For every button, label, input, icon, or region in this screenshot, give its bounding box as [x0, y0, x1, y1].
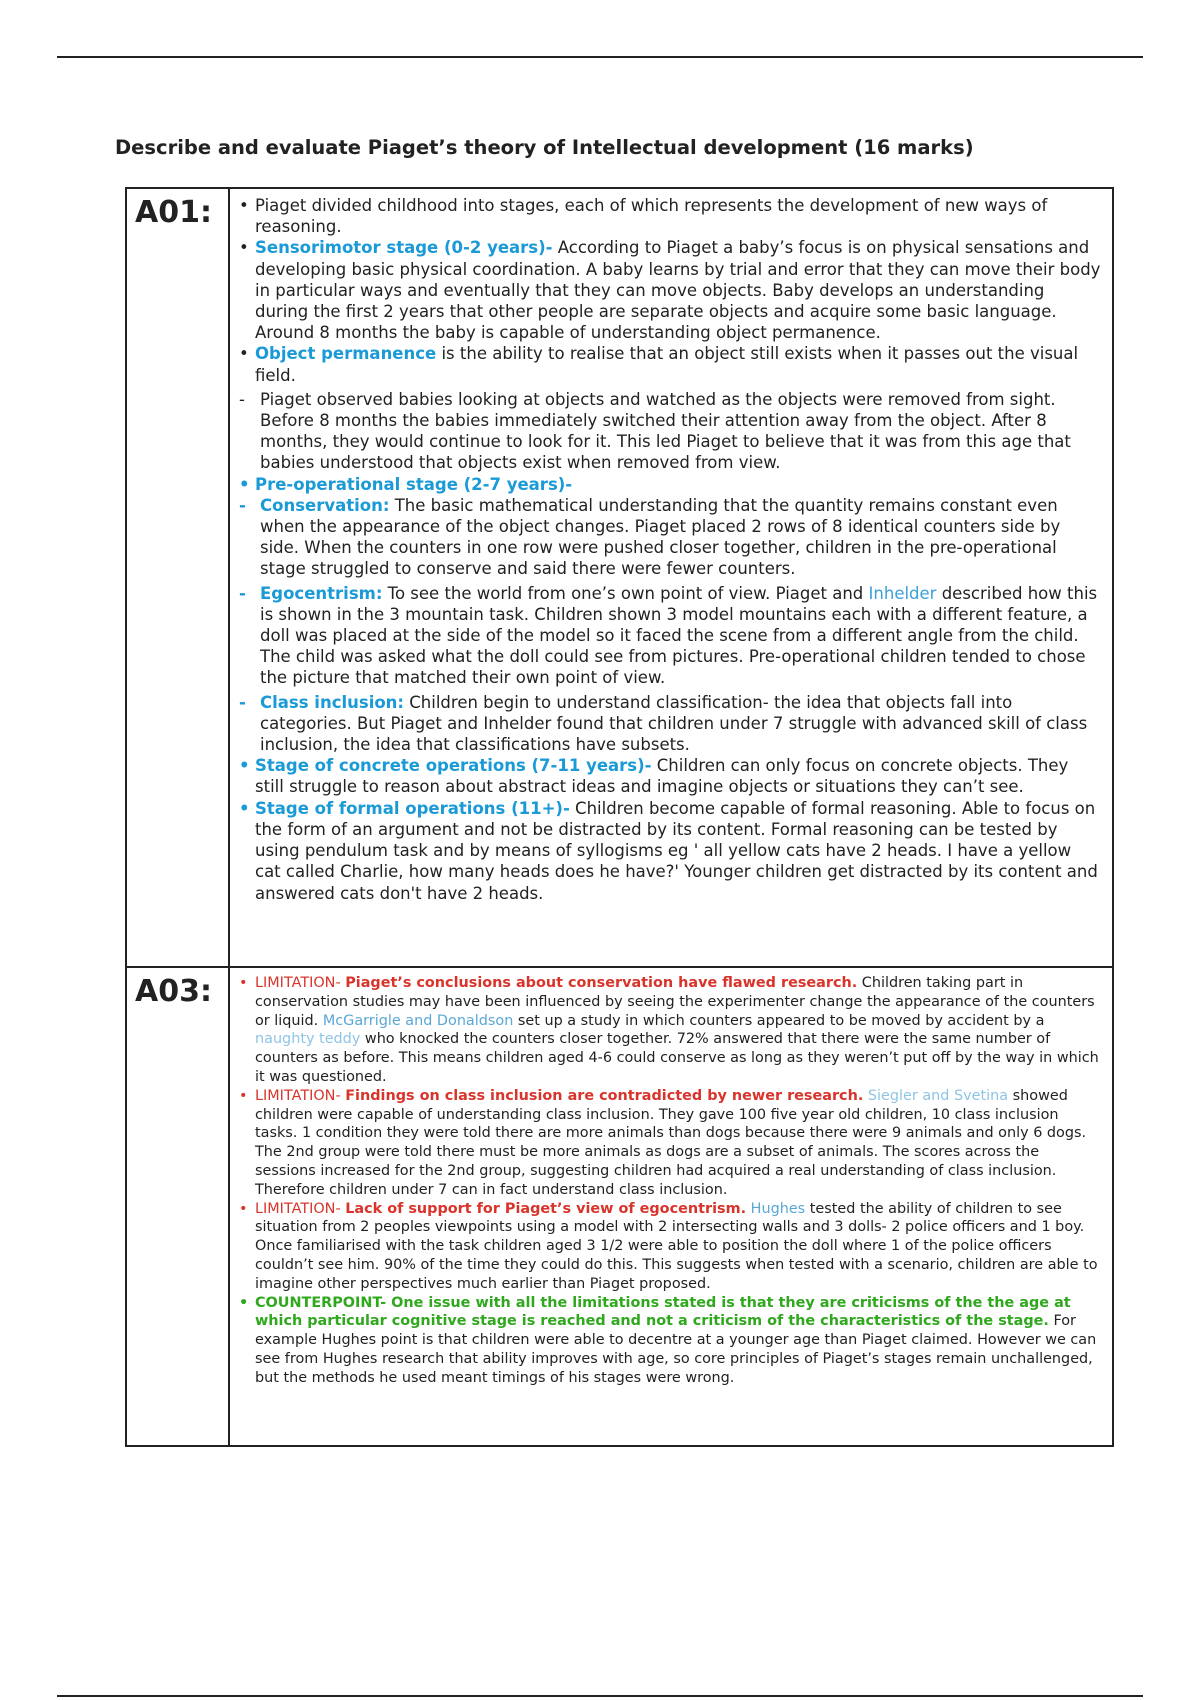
egocentrism-text-cont: described how this is shown in the 3 mountain task. Children shown 3 model mountains each with a different feature, a doll was placed at the side of the model so it faced the scene from a different angle from the child. The child was asked what the doll could see from pictures. Pre-operational children tended to chose the picture that matched their own point of view.: [260, 583, 1098, 688]
limitation-3-heading: Lack of support for Piaget’s view of egocentrism.: [345, 1200, 747, 1217]
hughes-link[interactable]: Hughes: [750, 1200, 806, 1217]
top-rule: [57, 56, 1143, 58]
list-item: • COUNTERPOINT- One issue with all the limitations stated is that they are criticisms of the the age at which particular cognitive stage is reached and not a criticism of the characteristics of the stage. For example Hughes point is that children were able to decentre at a younger age than Piaget claimed. However we can see from Hughes research that ability improves with age, so core principles of Piaget’s stages remain unchallenged, but the methods he used meant timings of his stages were wrong.: [239, 1294, 1097, 1386]
limitation-1-text-end: who knocked the counters closer together. 72% answered that there were the same number of counters as before. This means children aged 4-6 could conserve as long as they weren’t put off by the way in which it was questioned.: [255, 1031, 1099, 1085]
answer-table: [125, 187, 1114, 1447]
limitation-2-heading: Findings on class inclusion are contradicted by newer research.: [345, 1087, 864, 1104]
list-item: • LIMITATION- Findings on class inclusion are contradicted by newer research. Siegler and Svetina showed children were capable of understanding class inclusion. They gave 100 five year old children, 10 class inclusion tasks. 1 condition they were told there are more animals than dogs because there were 9 animals and only 6 dogs. The 2nd group were told there must be more animals as dogs are a subset of animals. The scores across the sessions increased for the 2nd group, suggesting children had acquired a real understanding of class inclusion. Therefore children under 7 can in fact understand class inclusion.: [239, 1087, 1087, 1198]
egocentrism-heading: Egocentrism:: [260, 583, 383, 603]
ao3-label-cell: [126, 967, 229, 1446]
ao1-label: A01:: [135, 195, 212, 230]
conservation-text: The basic mathematical understanding that the quantity remains constant even when the appearance of the object changes. Piaget placed 2 rows of 8 identical counters side by side. When the counters in one row were pushed closer together, children in the pre-operational stage struggled to conserve and said there were fewer counters.: [260, 495, 1061, 579]
naughty-teddy-link[interactable]: naughty teddy: [255, 1031, 361, 1048]
concrete-operations-heading: Stage of concrete operations (7-11 years)-: [255, 756, 652, 776]
ao1-label-cell: [126, 188, 229, 967]
sensorimotor-text: According to Piaget a baby’s focus is on physical sensations and developing basic physical coordination. A baby learns by trial and error that they can move their body in particular ways and eventually that they can move objects. Baby develops an understanding during the first 2 years that other people are separate objects and acquire some basic language. Around 8 months the baby is capable of understanding object permanence.: [255, 238, 1101, 343]
list-item: • LIMITATION- Lack of support for Piaget’s view of egocentrism. Hughes tested the ability of children to see situation from 2 peoples viewpoints using a model with 2 intersecting walls and 3 dolls- 2 police officers and 1 boy. Once familiarised with the task children aged 3 1/2 were able to position the doll where 1 of the police officers couldn’t see him. 90% of the time they could do this. This suggests when tested with a scenario, children are able to imagine other perspectives much earlier than Piaget proposed.: [239, 1200, 1098, 1292]
limitation-3-text: tested the ability of children to see situation from 2 peoples viewpoints using a model with 2 intersecting walls and 3 dolls- 2 police officers and 1 boy. Once familiarised with the task children aged 3 1/2 were able to position the doll where 1 of the police officers couldn’t see him. 90% of the time they could do this. This suggests when tested with a scenario, children are able to imagine other perspectives much earlier than Piaget proposed.: [255, 1200, 1098, 1292]
list-item: • Stage of formal operations (11+)- Children become capable of formal reasoning. Able to focus on the form of an argument and not be distracted by its content. Formal reasoning can be tested by using pendulum task and by means of syllogisms eg ' all yellow cats have 2 heads. I have a yellow cat called Charlie, how many heads does he have?' Younger children get distracted by its content and answered cats don't have 2 heads.: [239, 798, 1098, 903]
bottom-rule: [57, 1695, 1143, 1697]
siegler-svetina-link[interactable]: Siegler and Svetina: [867, 1087, 1009, 1104]
counterpoint-heading: COUNTERPOINT- One issue with all the limitations stated is that they are criticisms of the the age at which particular cognitive stage is reached and not a criticism of the characteristics of the stage.: [255, 1294, 1071, 1330]
list-item: • Stage of concrete operations (7-11 years)- Children can only focus on concrete objects. They still struggle to reason about abstract ideas and imagine objects or situations they can’t see.: [239, 756, 1069, 797]
limitation-tag: LIMITATION-: [255, 975, 341, 991]
list-item: • Pre-operational stage (2-7 years)-: [239, 474, 573, 494]
formal-operations-text: Children become capable of formal reasoning. Able to focus on the form of an argument and not be distracted by its content. Formal reasoning can be tested by using pendulum task and by means of syllogisms eg ' all yellow cats have 2 heads. I have a yellow cat called Charlie, how many heads does he have?' Younger children get distracted by its content and answered cats don't have 2 heads.: [255, 798, 1098, 903]
ao1-intro: Piaget divided childhood into stages, each of which represents the development of new ways of reasoning.: [255, 196, 1048, 237]
sensorimotor-heading: Sensorimotor stage (0-2 years)-: [255, 238, 553, 258]
egocentrism-text: To see the world from one’s own point of view. Piaget and: [382, 583, 869, 603]
limitation-1-text: Children taking part in conservation studies may have been influenced by seeing the experimenter change the appearance of the counters or liquid.: [255, 975, 1095, 1029]
limitation-tag: LIMITATION-: [255, 1087, 341, 1104]
class-inclusion-heading: Class inclusion:: [260, 692, 405, 712]
mcgarrigle-donaldson-link[interactable]: McGarrigle and Donaldson: [322, 1012, 514, 1029]
ao3-content: [229, 967, 1113, 1446]
list-item: - Egocentrism: To see the world from one’s own point of view. Piaget and Inhelder described how this is shown in the 3 mountain task. Children shown 3 model mountains each with a different feature, a doll was placed at the side of the model so it faced the scene from a different angle from the child. The child was asked what the doll could see from pictures. Pre-operational children tended to chose the picture that matched their own point of view.: [239, 583, 1098, 688]
preoperational-heading: Pre-operational stage (2-7 years)-: [255, 474, 573, 494]
ao3-row: [126, 967, 1113, 1446]
limitation-2-text: showed children were capable of understanding class inclusion. They gave 100 five year old children, 10 class inclusion tasks. 1 condition they were told there are more animals than dogs because there were 9 animals and only 6 dogs. The 2nd group were told there must be more animals as dogs are a subset of animals. The scores across the sessions increased for the 2nd group, suggesting children had acquired a real understanding of class inclusion. Therefore children under 7 can in fact understand class inclusion.: [255, 1087, 1087, 1198]
object-permanence-study: Piaget observed babies looking at objects and watched as the objects were removed from sight. Before 8 months the babies immediately switched their attention away from the object. After 8 months, they would continue to look for it. This led Piaget to believe that it was from this age that babies understood that objects exist when removed from view.: [260, 389, 1071, 473]
class-inclusion-text: Children begin to understand classification- the idea that objects fall into categories. But Piaget and Inhelder found that children under 7 struggle with advanced skill of class inclusion, the idea that classifications have subsets.: [260, 692, 1088, 755]
limitation-1-heading: Piaget’s conclusions about conservation have flawed research.: [345, 975, 858, 991]
formal-operations-heading: Stage of formal operations (11+)-: [255, 798, 570, 818]
list-item: • Object permanence is the ability to realise that an object still exists when it passes out the visual field.: [239, 344, 1079, 385]
object-permanence-heading: Object permanence: [255, 344, 437, 364]
ao1-row: [126, 188, 1113, 967]
list-item: - Conservation: The basic mathematical understanding that the quantity remains constant even when the appearance of the object changes. Piaget placed 2 rows of 8 identical counters side by side. When the counters in one row were pushed closer together, children in the pre-operational stage struggled to conserve and said there were fewer counters.: [239, 495, 1061, 579]
limitation-tag: LIMITATION-: [255, 1200, 341, 1217]
list-item: • Sensorimotor stage (0-2 years)- According to Piaget a baby’s focus is on physical sensations and developing basic physical coordination. A baby learns by trial and error that they can move their body in particular ways and eventually that they can move objects. Baby develops an understanding during the first 2 years that other people are separate objects and acquire some basic language. Around 8 months the baby is capable of understanding object permanence.: [239, 238, 1101, 343]
ao1-content: [229, 188, 1113, 967]
conservation-heading: Conservation:: [260, 495, 390, 515]
list-item: • Piaget divided childhood into stages, each of which represents the development of new ways of reasoning.: [239, 196, 1048, 237]
object-permanence-text: is the ability to realise that an object still exists when it passes out the visual field.: [255, 344, 1079, 385]
ao3-label: A03:: [135, 974, 212, 1009]
list-item: • LIMITATION- Piaget’s conclusions about conservation have flawed research. Children taking part in conservation studies may have been influenced by seeing the experimenter change the appearance of the counters or liquid. McGarrigle and Donaldson set up a study in which counters appeared to be moved by accident by a naughty teddy who knocked the counters closer together. 72% answered that there were the same number of counters as before. This means children aged 4-6 could conserve as long as they weren’t put off by the way in which it was questioned.: [239, 975, 1099, 1085]
limitation-1-text-cont: set up a study in which counters appeared to be moved by accident by a: [513, 1012, 1045, 1029]
list-item: - Piaget observed babies looking at objects and watched as the objects were removed from sight. Before 8 months the babies immediately switched their attention away from the object. After 8 months, they would continue to look for it. This led Piaget to believe that it was from this age that babies understood that objects exist when removed from view.: [239, 389, 1071, 473]
page-title: Describe and evaluate Piaget’s theory of Intellectual development (16 marks): [115, 136, 974, 159]
inhelder-link[interactable]: Inhelder: [868, 583, 937, 603]
concrete-operations-text: Children can only focus on concrete objects. They still struggle to reason about abstract ideas and imagine objects or situations they can’t see.: [255, 756, 1069, 797]
list-item: - Class inclusion: Children begin to understand classification- the idea that objects fall into categories. But Piaget and Inhelder found that children under 7 struggle with advanced skill of class inclusion, the idea that classifications have subsets.: [239, 692, 1088, 755]
counterpoint-text: For example Hughes point is that children were able to decentre at a younger age than Piaget claimed. However we can see from Hughes research that ability improves with age, so core principles of Piaget’s stages remain unchallenged, but the methods he used meant timings of his stages were wrong.: [255, 1313, 1097, 1386]
